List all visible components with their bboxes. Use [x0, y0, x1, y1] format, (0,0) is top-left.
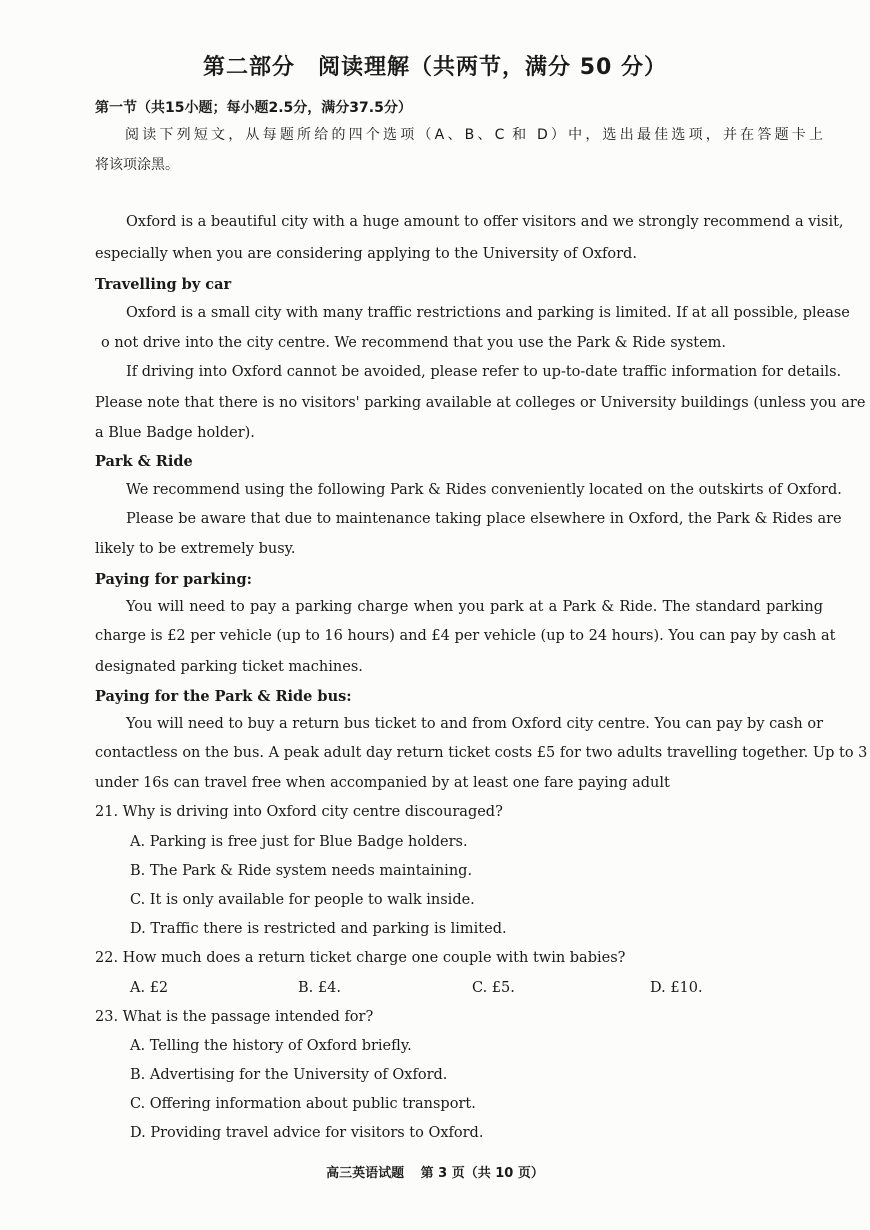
- instruction-line-1: 阅读下列短文，从每题所给的四个选项（A、B、C 和 D）中，选出最佳选项，并在答题卡上: [125, 127, 823, 143]
- paying-bus-line-3: under 16s can travel free when accompanied by at least one fare paying adult: [95, 775, 670, 791]
- footer-subject: 高三英语试题: [326, 1166, 405, 1181]
- intro-line-1: Oxford is a beautiful city with a huge amount to offer visitors and we strongly recommend a visit,: [126, 214, 844, 230]
- paying-parking-line-1: You will need to pay a parking charge when you park at a Park & Ride. The standard parking: [126, 599, 823, 615]
- car-para2-line-3: a Blue Badge holder).: [95, 425, 255, 441]
- question-stem: How much does a return ticket charge one couple with twin babies?: [122, 950, 626, 966]
- page-footer: [0, 1162, 870, 1181]
- heading-park-and-ride: Park & Ride: [95, 453, 193, 470]
- part-title: 第二部分 阅读理解（共两节，满分 50 分）: [203, 55, 667, 80]
- question-number: 23.: [95, 1009, 119, 1025]
- paying-parking-line-2: charge is £2 per vehicle (up to 16 hours) and £4 per vehicle (up to 24 hours). You can pay by cash at: [95, 628, 836, 644]
- park-para2-line-1: Please be aware that due to maintenance taking place elsewhere in Oxford, the Park & Rides are: [126, 511, 842, 527]
- question-23: [95, 1009, 373, 1025]
- q23-option-a: A. Telling the history of Oxford briefly.: [130, 1038, 412, 1054]
- park-para1: We recommend using the following Park & Rides conveniently located on the outskirts of Oxford.: [126, 482, 842, 498]
- paying-bus-line-2: contactless on the bus. A peak adult day return ticket costs £5 for two adults travelling together. Up to 3: [95, 745, 868, 761]
- q22-option-a: A. £2: [130, 980, 169, 996]
- question-21: [95, 804, 503, 820]
- q22-option-b: B. £4.: [298, 980, 341, 996]
- question-stem: Why is driving into Oxford city centre discouraged?: [122, 804, 503, 820]
- footer-page-number: 第 3 页（共 10 页）: [420, 1166, 544, 1181]
- car-para1-line-1: Oxford is a small city with many traffic restrictions and parking is limited. If at all possible, please: [126, 305, 850, 321]
- q22-option-c: C. £5.: [472, 980, 515, 996]
- question-22: [95, 950, 625, 966]
- paying-bus-line-1: You will need to buy a return bus ticket to and from Oxford city centre. You can pay by cash or: [126, 716, 823, 732]
- park-para2-line-2: likely to be extremely busy.: [95, 541, 296, 557]
- instruction-line-2: 将该项涂黑。: [95, 157, 179, 173]
- q21-option-b: B. The Park & Ride system needs maintaining.: [130, 863, 473, 879]
- paying-parking-line-3: designated parking ticket machines.: [95, 659, 363, 675]
- q21-option-c: C. It is only available for people to walk inside.: [130, 892, 475, 908]
- question-number: 21.: [95, 804, 119, 820]
- heading-paying-for-bus: Paying for the Park & Ride bus:: [95, 688, 352, 705]
- car-para2-line-1: If driving into Oxford cannot be avoided, please refer to up-to-date traffic information for details.: [126, 364, 842, 380]
- car-para1-line-2: o not drive into the city centre. We recommend that you use the Park & Ride system.: [101, 335, 727, 351]
- heading-travelling-by-car: Travelling by car: [95, 276, 232, 293]
- q23-option-c: C. Offering information about public transport.: [130, 1096, 476, 1112]
- q21-option-a: A. Parking is free just for Blue Badge holders.: [130, 834, 468, 850]
- question-number: 22.: [95, 950, 119, 966]
- car-para2-line-2: Please note that there is no visitors' parking available at colleges or University buildings (unless you are: [95, 395, 866, 411]
- intro-line-2: especially when you are considering applying to the University of Oxford.: [95, 246, 637, 262]
- q23-option-b: B. Advertising for the University of Oxford.: [130, 1067, 448, 1083]
- q21-option-d: D. Traffic there is restricted and parking is limited.: [130, 921, 507, 937]
- q22-option-d: D. £10.: [650, 980, 703, 996]
- heading-paying-for-parking: Paying for parking:: [95, 571, 252, 588]
- q23-option-d: D. Providing travel advice for visitors to Oxford.: [130, 1125, 484, 1141]
- question-stem: What is the passage intended for?: [122, 1009, 374, 1025]
- section-heading: 第一节（共15小题；每小题2.5分，满分37.5分）: [95, 100, 412, 116]
